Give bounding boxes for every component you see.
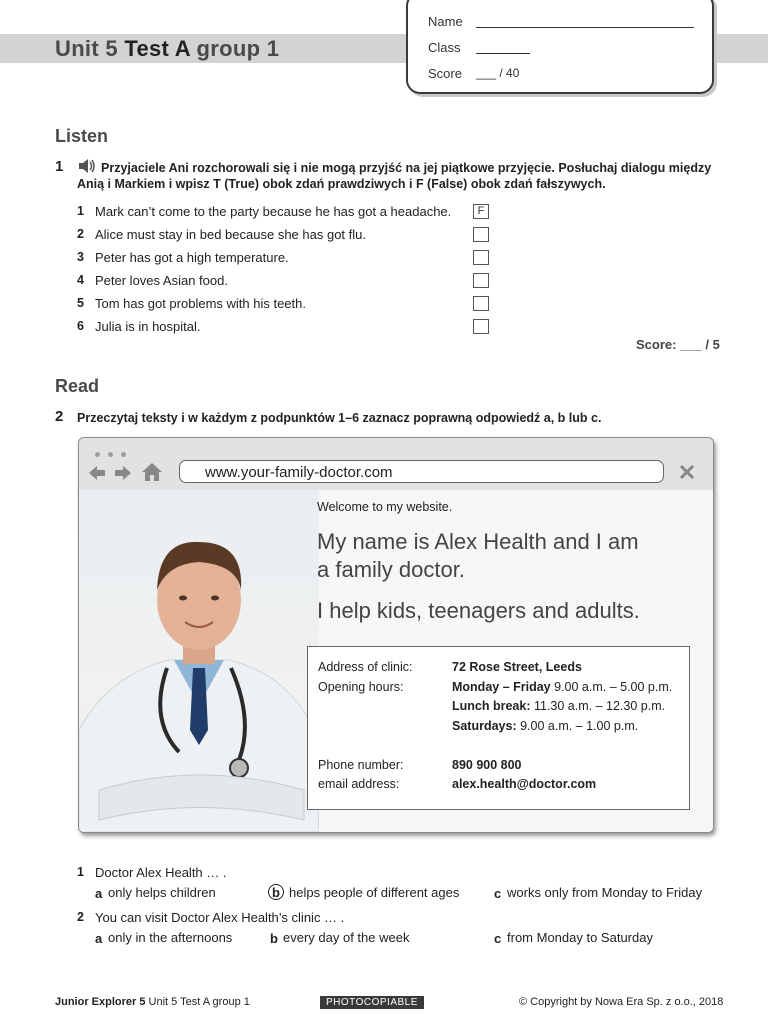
- home-icon[interactable]: [141, 462, 163, 482]
- option-letter[interactable]: b: [268, 884, 284, 900]
- option-text: only in the afternoons: [108, 930, 233, 945]
- url-bar[interactable]: www.your-family-doctor.com: [179, 460, 664, 483]
- welcome-text: Welcome to my website.: [317, 500, 453, 514]
- item-text: Mark can’t come to the party because he has got a headache.: [95, 204, 452, 219]
- item-number: 3: [77, 250, 84, 264]
- exercise-1-score: Score: ___ / 5: [636, 337, 720, 352]
- listen-item: [0, 250, 768, 268]
- item-text: Peter loves Asian food.: [95, 273, 228, 288]
- footer-book: Junior Explorer 5 Unit 5 Test A group 1: [55, 996, 250, 1008]
- doctor-photo: [79, 490, 319, 832]
- question-number: 2: [77, 910, 84, 924]
- option-b[interactable]: [268, 884, 284, 902]
- option-c[interactable]: [494, 930, 501, 948]
- exercise-1-number: 1: [55, 158, 64, 175]
- item-text: Julia is in hospital.: [95, 319, 201, 334]
- option-text: works only from Monday to Friday: [507, 885, 703, 900]
- item-number: 2: [77, 227, 84, 241]
- group-label: group 1: [196, 36, 280, 61]
- item-text: Alice must stay in bed because she has got flu.: [95, 227, 366, 242]
- option-text: helps people of different ages: [289, 885, 460, 900]
- class-label: Class: [428, 40, 461, 55]
- hours-label: Opening hours:: [318, 680, 404, 694]
- page-title: [55, 36, 279, 62]
- arrow-right-icon[interactable]: [113, 464, 133, 482]
- answer-box[interactable]: [473, 227, 489, 242]
- listen-item: [0, 319, 768, 337]
- option-letter[interactable]: a: [95, 886, 103, 901]
- student-info-box: [406, 0, 714, 94]
- clinic-info-box: [307, 646, 690, 810]
- intro-line-2: a family doctor.: [317, 557, 465, 582]
- option-letter[interactable]: c: [494, 931, 502, 946]
- question-number: 1: [77, 865, 84, 879]
- question-stem: Doctor Alex Health … .: [95, 865, 227, 880]
- item-number: 5: [77, 296, 84, 310]
- answer-box[interactable]: [473, 319, 489, 334]
- answer-box[interactable]: F: [473, 204, 489, 219]
- option-letter[interactable]: c: [494, 886, 502, 901]
- intro-line-1: My name is Alex Health and I am: [317, 529, 639, 554]
- answer-box[interactable]: [473, 250, 489, 265]
- listen-item: [0, 273, 768, 291]
- item-text: Peter has got a high temperature.: [95, 250, 289, 265]
- item-number: 4: [77, 273, 84, 287]
- name-label: Name: [428, 14, 463, 29]
- phone-value: 890 900 800: [452, 758, 522, 772]
- unit-label: Unit 5: [55, 36, 118, 61]
- intro-line-3: I help kids, teenagers and adults.: [317, 598, 640, 623]
- listen-heading: Listen: [55, 126, 109, 146]
- browser-toolbar: [79, 438, 713, 491]
- exercise-2-instruction: Przeczytaj teksty i w każdym z podpunktów 1–6 zaznacz poprawną odpowiedź a, b lub c.: [77, 411, 602, 425]
- read-heading: Read: [55, 376, 100, 396]
- score-label: Score: [428, 66, 462, 81]
- arrow-left-icon[interactable]: [87, 464, 107, 482]
- listen-item: [0, 296, 768, 314]
- photocopiable-badge: PHOTOCOPIABLE: [320, 996, 424, 1009]
- option-c[interactable]: [494, 885, 501, 903]
- lunch-break: Lunch break: 11.30 a.m. – 12.30 p.m.: [452, 699, 666, 713]
- option-a[interactable]: [95, 885, 102, 903]
- score-value: ___ / 40: [476, 66, 520, 80]
- option-text: every day of the week: [283, 930, 410, 945]
- listen-item: [0, 227, 768, 245]
- exercise-1-instruction: Przyjaciele Ani rozchorowali się i nie mogą przyjść na jej piątkowe przyjęcie. Posłuchaj dialogu między Anią i Markiem i wpisz T (True) obok zdań prawdziwych i F (False) obok zdań fałszywych.: [77, 161, 712, 191]
- item-number: 1: [77, 204, 84, 218]
- name-field[interactable]: [476, 27, 694, 28]
- address-value: 72 Rose Street, Leeds: [452, 660, 582, 674]
- email-value: alex.health@doctor.com: [452, 777, 597, 791]
- option-text: from Monday to Saturday: [507, 930, 653, 945]
- email-label: email address:: [318, 777, 400, 791]
- address-label: Address of clinic:: [318, 660, 413, 674]
- option-text: only helps children: [108, 885, 216, 900]
- listen-item: [0, 204, 768, 222]
- option-a[interactable]: [95, 930, 102, 948]
- option-letter[interactable]: a: [95, 931, 103, 946]
- item-number: 6: [77, 319, 84, 333]
- weekday-hours: Monday – Friday 9.00 a.m. – 5.00 p.m.: [452, 680, 673, 694]
- saturday-hours: Saturdays: 9.00 a.m. – 1.00 p.m.: [452, 719, 639, 733]
- test-label: Test A: [124, 36, 191, 61]
- option-b[interactable]: [270, 930, 278, 948]
- question-stem: You can visit Doctor Alex Health’s clinic … .: [95, 910, 345, 925]
- copyright: © Copyright by Nowa Era Sp. z o.o., 2018: [519, 996, 724, 1008]
- option-letter[interactable]: b: [270, 931, 278, 946]
- browser-window: [78, 437, 714, 833]
- phone-label: Phone number:: [318, 758, 404, 772]
- answer-box[interactable]: [473, 296, 489, 311]
- answer-box[interactable]: [473, 273, 489, 288]
- exercise-2-number: 2: [55, 408, 64, 425]
- class-field[interactable]: [476, 53, 530, 54]
- item-text: Tom has got problems with his teeth.: [95, 296, 306, 311]
- window-dots: [95, 444, 134, 462]
- close-icon[interactable]: [678, 463, 696, 481]
